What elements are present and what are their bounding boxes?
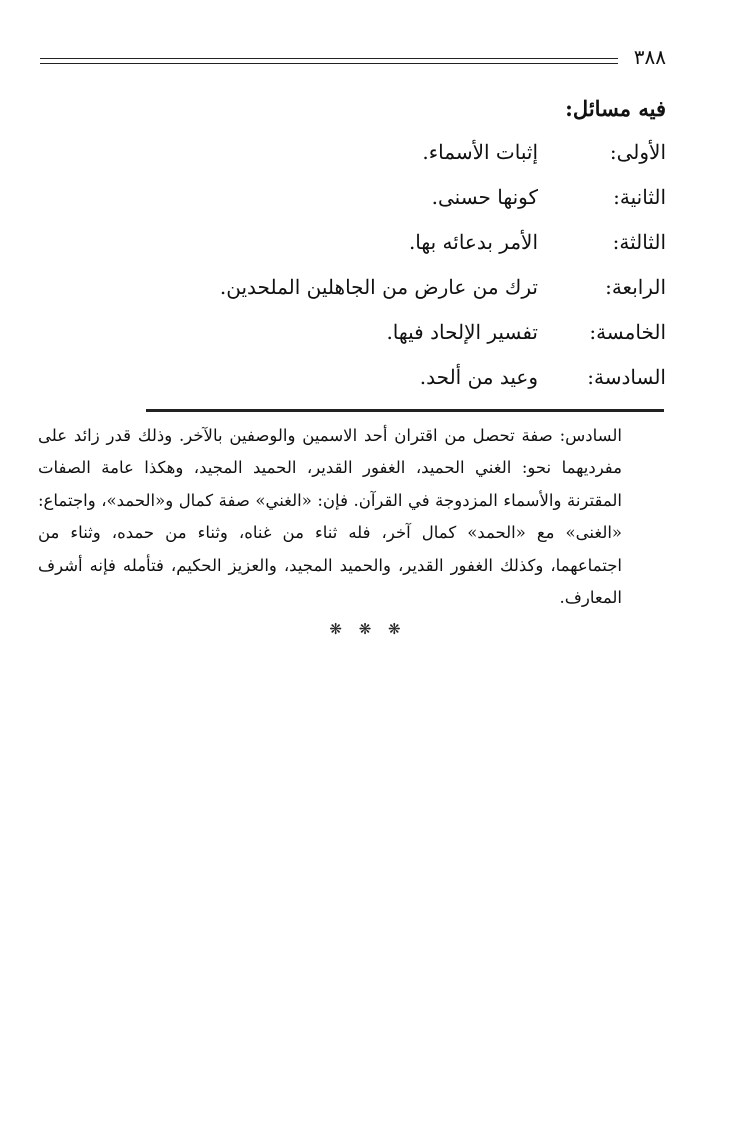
- list-item: [106, 140, 666, 185]
- list-item: [106, 230, 666, 275]
- item-text: تفسير الإلحاد فيها.: [386, 320, 538, 344]
- footnote-line: القدير، والحميد المجيد، والعزيز الحكيم، فتأمله فإنه أشرف المعارف.: [38, 555, 622, 608]
- item-text: الأمر بدعائه بها.: [408, 230, 538, 254]
- footnote-line: السادس: صفة تحصل من اقتران أحد الاسمين والوصفين بالآخر. وذلك قدر زائد على: [38, 426, 622, 445]
- header-rule-bottom: [40, 63, 618, 64]
- footnote-line: مفرديهما نحو: الغني الحميد، الغفور القدير، الحميد المجيد، وهكذا عامة الصفات المقترنة: [38, 458, 622, 510]
- footnote-line: «الحمد» كمال آخر، فله ثناء من غناه، وثناء من حمده، وثناء من اجتماعهما، وكذلك الغفور: [38, 523, 622, 575]
- item-text: ترك من عارض من الجاهلين الملحدين.: [219, 275, 538, 299]
- footnote-line: والأسماء المزدوجة في القرآن. فإن: «الغني» صفة كمال و«الحمد»، واجتماع: «الغنى» مع: [38, 490, 623, 543]
- list-item: [106, 185, 666, 230]
- item-label: الأولى:: [609, 140, 666, 164]
- page-header: [40, 44, 666, 74]
- section-heading: فيه مسائل:: [565, 96, 666, 121]
- item-label: الثالثة:: [612, 230, 666, 254]
- item-label: السادسة:: [587, 365, 666, 389]
- list-item: [106, 275, 666, 320]
- item-label: الخامسة:: [589, 320, 666, 344]
- section-end-ornament: ❋ ❋ ❋: [329, 620, 407, 638]
- item-label: الثانية:: [613, 185, 666, 209]
- item-text: كونها حسنى.: [431, 185, 538, 209]
- footnote-divider: [146, 409, 664, 412]
- list-item: [106, 365, 666, 410]
- item-text: وعيد من ألحد.: [419, 365, 538, 389]
- item-text: إثبات الأسماء.: [422, 140, 538, 164]
- item-label: الرابعة:: [605, 275, 666, 299]
- issues-list: [106, 140, 666, 410]
- page-number: ٣٨٨: [633, 45, 666, 69]
- list-item: [106, 320, 666, 365]
- header-rule-top: [40, 58, 618, 59]
- footnote: [38, 420, 622, 614]
